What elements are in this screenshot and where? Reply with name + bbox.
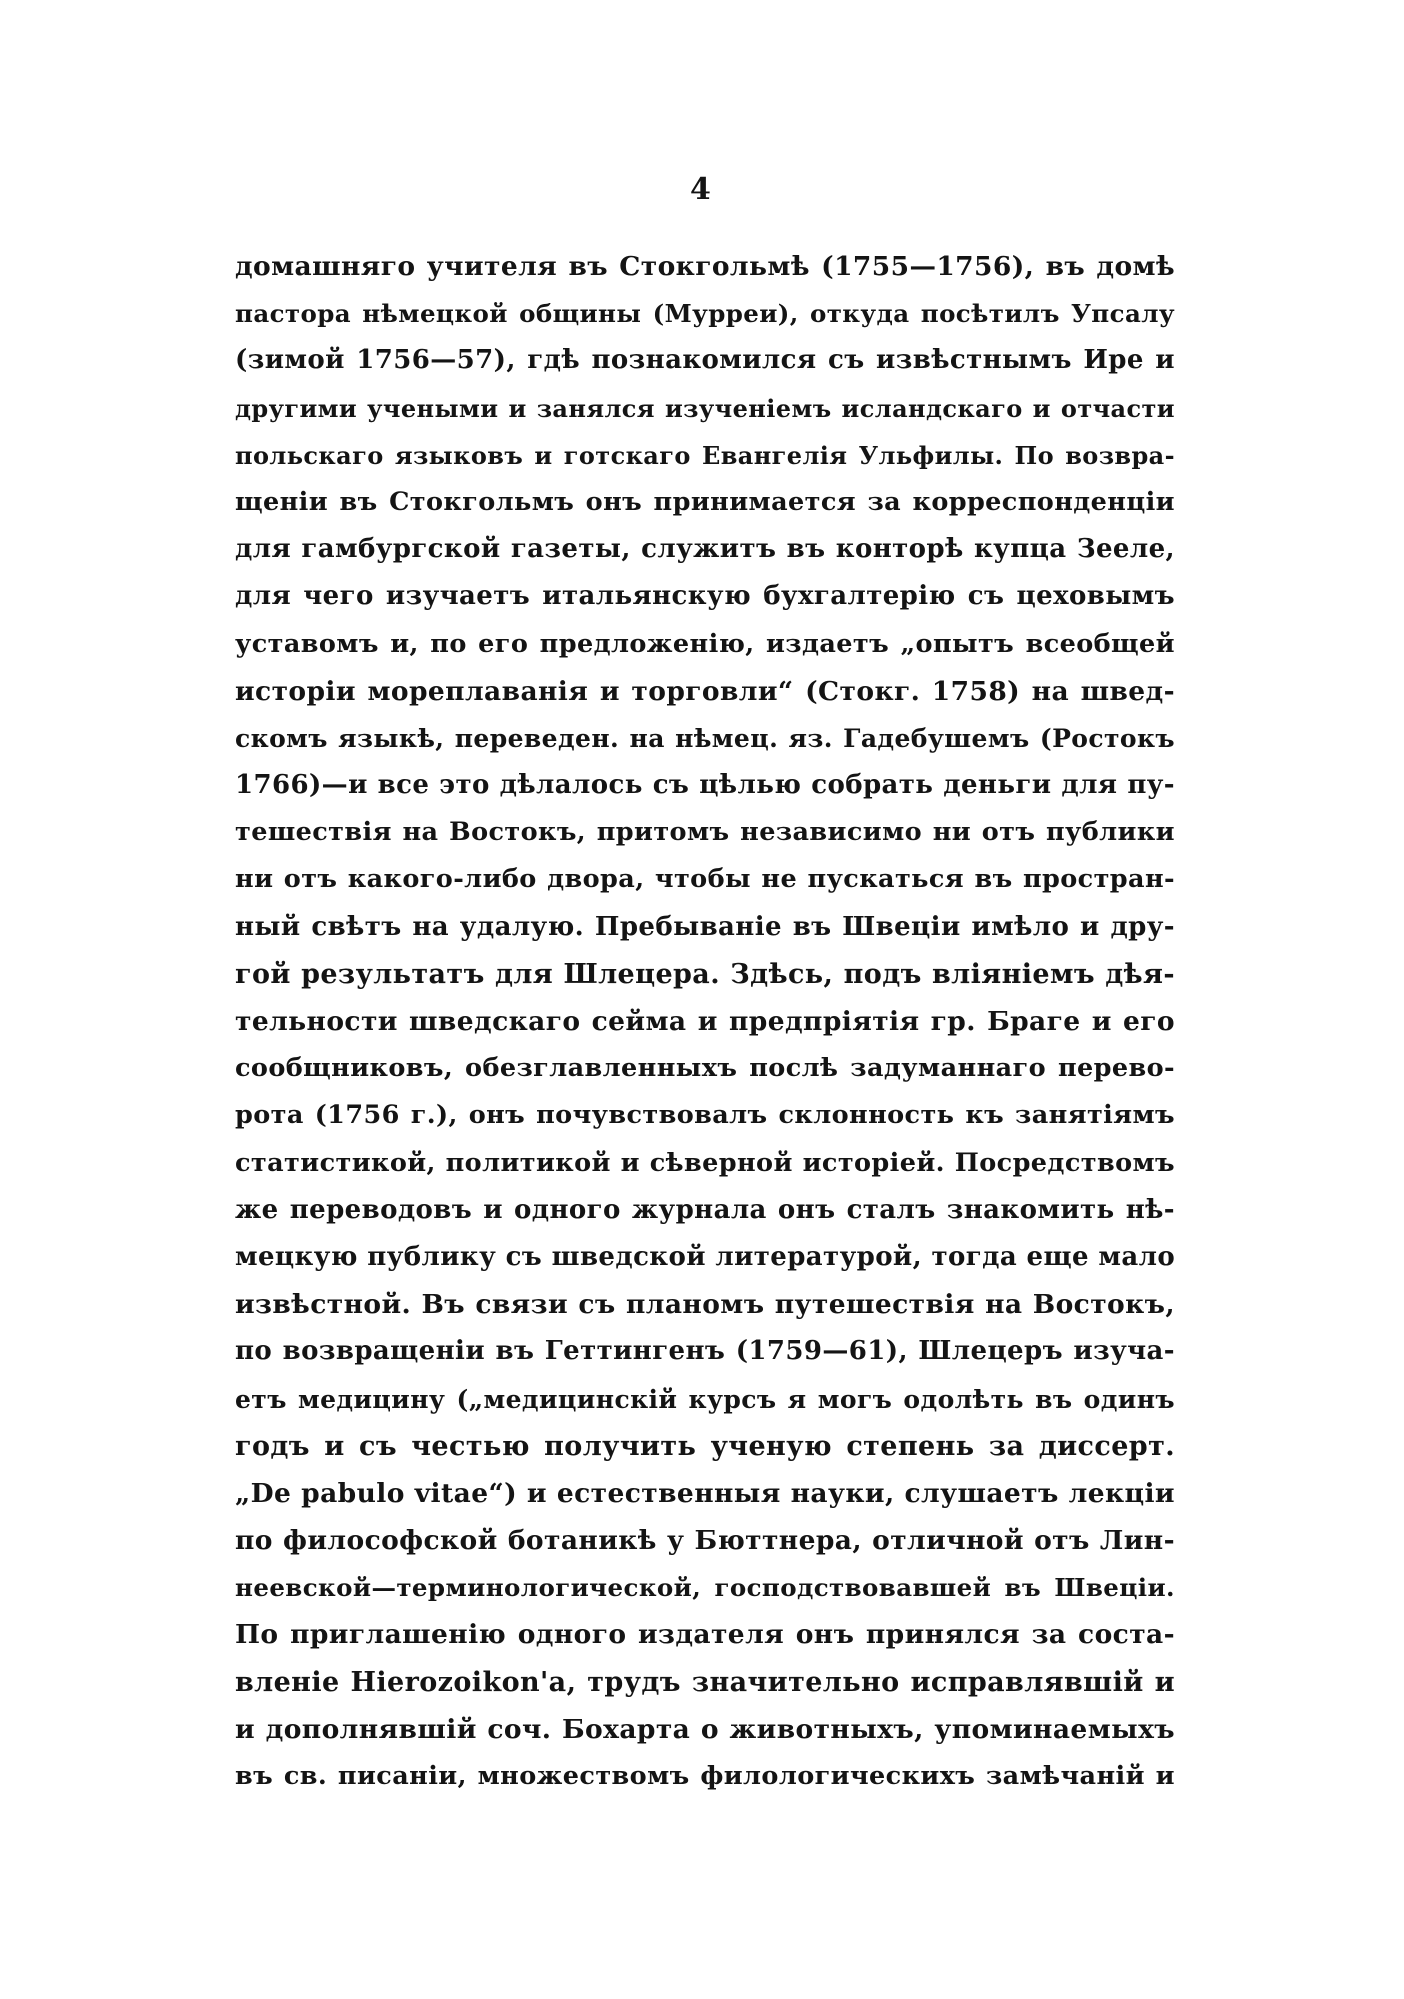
text-line: 1766)—и все это дѣлалось съ цѣлью собрать деньги для пу- xyxy=(235,770,1175,801)
text-line: рота (1756 г.), онъ почувствовалъ склонность къ занятіямъ xyxy=(235,1100,1175,1131)
text-line: щеніи въ Стокгольмъ онъ принимается за корреспонденціи xyxy=(235,486,1175,517)
text-line: тешествія на Востокъ, притомъ независимо ни отъ публики xyxy=(235,817,1175,848)
text-line: годъ и съ честью получить ученую степень за диссерт. xyxy=(235,1430,1175,1462)
text-line: же переводовъ и одного журнала онъ сталъ знакомить нѣ- xyxy=(235,1194,1175,1225)
text-line: гой результатъ для Шлецера. Здѣсь, подъ вліяніемъ дѣя- xyxy=(235,958,1175,990)
text-line: статистикой, политикой и сѣверной исторіей. Посредствомъ xyxy=(235,1147,1175,1178)
text-line: вленіе Hierozoikon'а, трудъ значительно исправлявшій и xyxy=(235,1666,1175,1698)
text-line: (зимой 1756—57), гдѣ познакомился съ извѣстнымъ Ире и xyxy=(235,345,1175,376)
text-line: въ св. писаніи, множествомъ филологическихъ замѣчаній и xyxy=(235,1761,1175,1791)
text-line: По приглашенію одного издателя онъ принялся за соста- xyxy=(235,1619,1175,1651)
page-number: 4 xyxy=(690,172,712,207)
text-line: для гамбургской газеты, служитъ въ конторѣ купца Зееле, xyxy=(235,534,1175,565)
text-line: исторіи мореплаванія и торговли“ (Стокг. 1758) на швед- xyxy=(235,675,1175,707)
text-line: польскаго языковъ и готскаго Евангелія Ульфилы. По возвра- xyxy=(235,440,1175,470)
text-line: уставомъ и, по его предложенію, издаетъ „опытъ всеобщей xyxy=(235,628,1175,659)
text-line: сообщниковъ, обезглавленныхъ послѣ задуманнаго перево- xyxy=(235,1053,1175,1084)
text-line: извѣстной. Въ связи съ планомъ путешествія на Востокъ, xyxy=(235,1289,1175,1321)
text-line: и дополнявшій соч. Бохарта о животныхъ, упоминаемыхъ xyxy=(235,1713,1175,1745)
text-line: етъ медицину („медицинскій курсъ я могъ одолѣть въ одинъ xyxy=(235,1384,1175,1414)
text-line: по возвращеніи въ Геттингенъ (1759—61), Шлецеръ изуча- xyxy=(235,1336,1175,1367)
text-line: другими учеными и занялся изученіемъ исландскаго и отчасти xyxy=(235,393,1175,423)
text-line: по философской ботаникѣ у Бюттнера, отличной отъ Лин- xyxy=(235,1525,1175,1557)
text-line: мецкую публику съ шведской литературой, тогда еще мало xyxy=(235,1241,1176,1272)
text-line: для чего изучаетъ итальянскую бухгалтерію съ цеховымъ xyxy=(235,581,1175,612)
text-line: домашняго учителя въ Стокгольмѣ (1755—1756), въ домѣ xyxy=(235,251,1175,282)
text-line: пастора нѣмецкой общины (Мурреи), откуда посѣтилъ Упсалу xyxy=(235,299,1175,329)
text-line: ни отъ какого-либо двора, чтобы не пускаться въ простран- xyxy=(235,864,1175,895)
text-line: „De pabulo vitae“) и естественныя науки, слушаетъ лекціи xyxy=(235,1477,1175,1509)
body-text xyxy=(235,243,1175,1800)
text-line: скомъ языкѣ, переведен. на нѣмец. яз. Гадебушемъ (Ростокъ xyxy=(235,723,1175,753)
text-line: ный свѣтъ на удалую. Пребываніе въ Швеціи имѣло и дру- xyxy=(235,911,1175,942)
text-line: тельности шведскаго сейма и предпріятія гр. Браге и его xyxy=(235,1006,1175,1037)
text-line: неевской—терминологической, господствовавшей въ Швеціи. xyxy=(235,1573,1175,1603)
